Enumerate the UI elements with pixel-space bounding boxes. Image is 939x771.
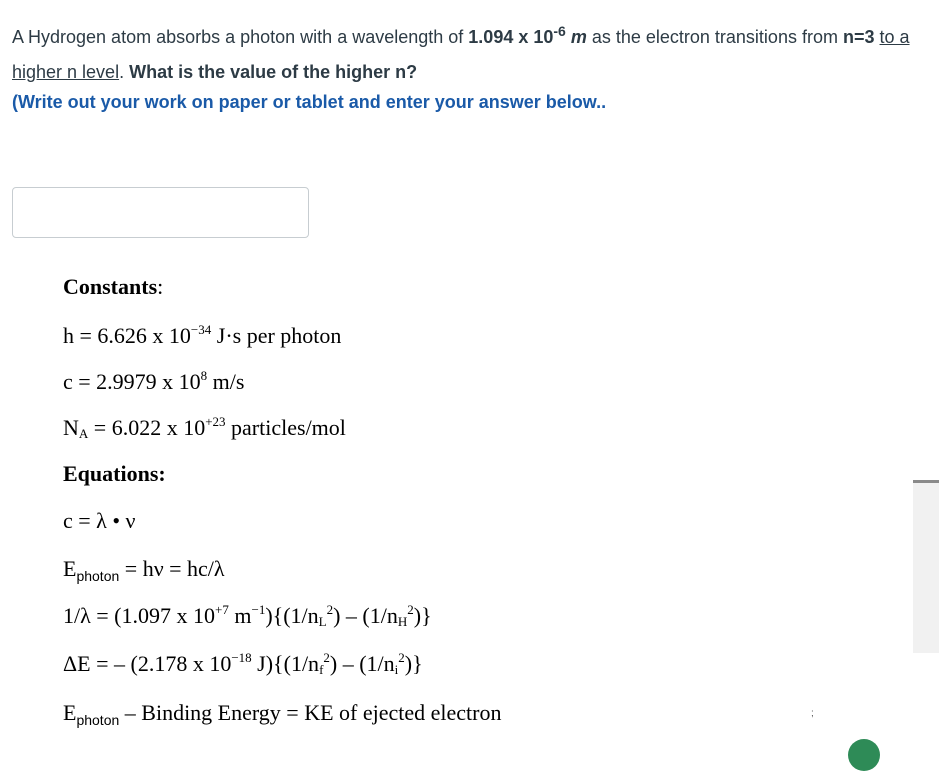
underlined-phrase: to a higher n level	[12, 27, 910, 82]
equation-photon-energy: $E_{photon} = h\nu = hc/\lambda$	[63, 556, 225, 584]
wavelength-value: 1.094 x $10^{-6}$ m	[468, 23, 587, 47]
equation-delta-e: ΔE = – (2.178 x $10^{-18}$ $J)\{(1/n_f^2) - (1/n_i^2)\}$	[63, 650, 423, 677]
help-badge-icon[interactable]	[848, 739, 880, 771]
constant-c: c = 2.9979 x $10^8$ m/s	[63, 368, 245, 394]
equations-title: Equations:	[63, 461, 166, 486]
equation-rydberg: 1/λ = (1.097 x $10^{+7}$ $m^{-1})\{(1/n_L^2) - (1/n_H^2)\}$	[63, 602, 432, 629]
instruction-text: (Write out your work on paper or tablet and enter your answer below..	[12, 92, 607, 112]
scrollbar-track[interactable]	[913, 480, 939, 653]
constant-avogadro: $N_A = 6.022$ x $10^{+23}$ particles/mol	[63, 414, 346, 441]
equation-binding-energy: $E_{photon}$ – Binding Energy = KE of ejected electron	[63, 700, 502, 728]
constants-title: Constants:	[63, 274, 164, 299]
constant-h: h = 6.626 x $10^{-34}$ J·s per photon	[63, 322, 342, 348]
answer-input[interactable]	[12, 187, 309, 238]
question-ask: What is the value of the higher n?	[129, 62, 418, 82]
equation-wave-speed: c = λ • ν	[63, 508, 136, 533]
n-initial: n=3	[842, 27, 875, 47]
stray-mark: ;	[811, 708, 814, 719]
question-text: A Hydrogen atom absorbs a photon with a wavelength of 1.094 x $10^{-6}$ m as the electron transitions from n=3 to a higher n level. What is the value of the higher n?	[12, 23, 910, 82]
